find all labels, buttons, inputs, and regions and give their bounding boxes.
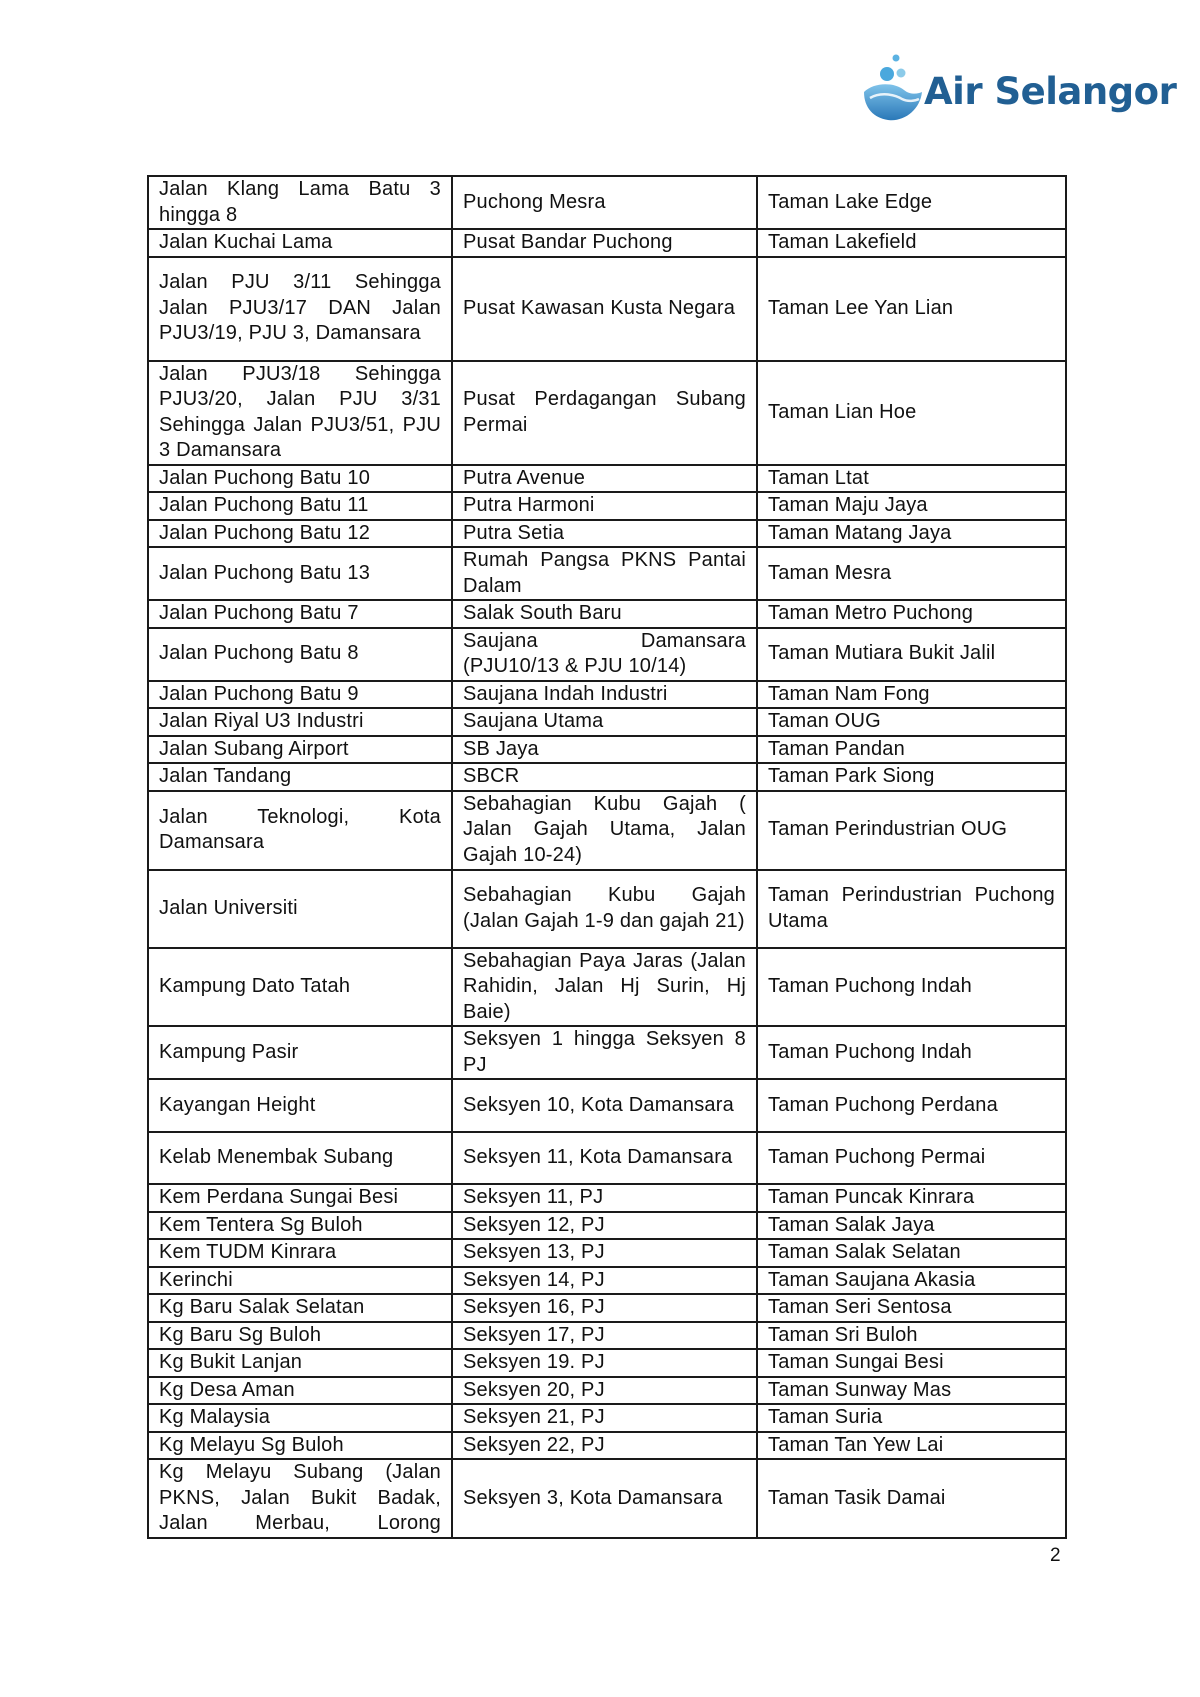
table-cell: Taman Lakefield: [757, 229, 1066, 257]
table-row: [148, 1294, 1066, 1322]
table-cell: Seksyen 17, PJ: [452, 1322, 757, 1350]
table-cell: Taman Puncak Kinrara: [757, 1184, 1066, 1212]
table-cell: Kem Perdana Sungai Besi: [148, 1184, 452, 1212]
table-row: [148, 1079, 1066, 1132]
table-row: [148, 736, 1066, 764]
table-cell: Seksyen 11, Kota Damansara: [452, 1132, 757, 1184]
table-cell: Jalan Riyal U3 Industri: [148, 708, 452, 736]
table-row: [148, 1267, 1066, 1295]
table-cell: Jalan Teknologi, Kota Damansara: [148, 791, 452, 870]
table-row: [148, 791, 1066, 870]
table-cell: Taman Saujana Akasia: [757, 1267, 1066, 1295]
table-row: [148, 870, 1066, 948]
table-row: [148, 1349, 1066, 1377]
table-cell: Kg Desa Aman: [148, 1377, 452, 1405]
table-cell: Taman Tasik Damai: [757, 1459, 1066, 1538]
table-cell: Taman Perindustrian OUG: [757, 791, 1066, 870]
table-cell: Jalan Puchong Batu 11: [148, 492, 452, 520]
table-cell: Seksyen 14, PJ: [452, 1267, 757, 1295]
table-cell: Taman Mutiara Bukit Jalil: [757, 628, 1066, 681]
table-row: [148, 1026, 1066, 1079]
table-cell: Kg Melayu Sg Buloh: [148, 1432, 452, 1460]
service-area-table: [147, 175, 1067, 1539]
table-cell: SB Jaya: [452, 736, 757, 764]
table-cell: Taman Puchong Perdana: [757, 1079, 1066, 1132]
table-cell: Taman Sungai Besi: [757, 1349, 1066, 1377]
table-cell: Taman Salak Selatan: [757, 1239, 1066, 1267]
table-row: [148, 681, 1066, 709]
table-row: [148, 229, 1066, 257]
table-cell: Taman Puchong Permai: [757, 1132, 1066, 1184]
table-row: [148, 361, 1066, 465]
table-cell: Taman OUG: [757, 708, 1066, 736]
table-cell: Jalan PJU 3/11 Sehingga Jalan PJU3/17 DAN Jalan PJU3/19, PJU 3, Damansara: [148, 257, 452, 361]
table-cell: Saujana Damansara (PJU10/13 & PJU 10/14): [452, 628, 757, 681]
table-row: [148, 1404, 1066, 1432]
table-cell: Taman Lee Yan Lian: [757, 257, 1066, 361]
table-cell: Kem TUDM Kinrara: [148, 1239, 452, 1267]
table-cell: Kampung Pasir: [148, 1026, 452, 1079]
table-cell: Sebahagian Kubu Gajah ( Jalan Gajah Utama, Jalan Gajah 10-24): [452, 791, 757, 870]
table-cell: Seksyen 21, PJ: [452, 1404, 757, 1432]
table-cell: Jalan Universiti: [148, 870, 452, 948]
table-cell: Kerinchi: [148, 1267, 452, 1295]
table-row: [148, 1459, 1066, 1538]
table-cell: Seksyen 1 hingga Seksyen 8 PJ: [452, 1026, 757, 1079]
table-row: [148, 1132, 1066, 1184]
table-cell: Taman Mesra: [757, 547, 1066, 600]
table-cell: Putra Avenue: [452, 465, 757, 493]
table-cell: Taman Puchong Indah: [757, 1026, 1066, 1079]
table-cell: Taman Tan Yew Lai: [757, 1432, 1066, 1460]
table-cell: Taman Seri Sentosa: [757, 1294, 1066, 1322]
table-cell: Kampung Dato Tatah: [148, 948, 452, 1027]
table-row: [148, 708, 1066, 736]
water-drop-wave-icon: [860, 52, 924, 124]
table-cell: Taman Pandan: [757, 736, 1066, 764]
table-cell: Taman Suria: [757, 1404, 1066, 1432]
table-cell: Seksyen 13, PJ: [452, 1239, 757, 1267]
table-cell: Jalan Puchong Batu 10: [148, 465, 452, 493]
table-cell: Kayangan Height: [148, 1079, 452, 1132]
table-cell: Putra Harmoni: [452, 492, 757, 520]
table-cell: Taman Maju Jaya: [757, 492, 1066, 520]
table-cell: Pusat Bandar Puchong: [452, 229, 757, 257]
table-row: [148, 520, 1066, 548]
table-row: [148, 763, 1066, 791]
table-cell: Jalan Puchong Batu 9: [148, 681, 452, 709]
logo-text: Air Selangor: [924, 70, 1177, 113]
table-cell: Kg Baru Sg Buloh: [148, 1322, 452, 1350]
table-cell: Taman Sri Buloh: [757, 1322, 1066, 1350]
table-cell: Pusat Perdagangan Subang Permai: [452, 361, 757, 465]
table-row: [148, 1432, 1066, 1460]
table-row: [148, 1212, 1066, 1240]
table-cell: Taman Nam Fong: [757, 681, 1066, 709]
table-cell: Kg Malaysia: [148, 1404, 452, 1432]
table-cell: Jalan Puchong Batu 8: [148, 628, 452, 681]
table-cell: Jalan Klang Lama Batu 3 hingga 8: [148, 176, 452, 229]
table-cell: Taman Park Siong: [757, 763, 1066, 791]
table-cell: Taman Salak Jaya: [757, 1212, 1066, 1240]
table-cell: Sebahagian Paya Jaras (Jalan Rahidin, Jalan Hj Surin, Hj Baie): [452, 948, 757, 1027]
table-cell: Kelab Menembak Subang: [148, 1132, 452, 1184]
table-cell: Seksyen 10, Kota Damansara: [452, 1079, 757, 1132]
table-cell: Jalan Puchong Batu 13: [148, 547, 452, 600]
table-cell: Rumah Pangsa PKNS Pantai Dalam: [452, 547, 757, 600]
table-cell: Taman Lake Edge: [757, 176, 1066, 229]
table-cell: Seksyen 16, PJ: [452, 1294, 757, 1322]
table-row: [148, 257, 1066, 361]
table-cell: Taman Perindustrian Puchong Utama: [757, 870, 1066, 948]
table-cell: Jalan Kuchai Lama: [148, 229, 452, 257]
table-row: [148, 600, 1066, 628]
table-cell: Jalan Puchong Batu 12: [148, 520, 452, 548]
air-selangor-logo: [860, 52, 1177, 124]
table-cell: Kem Tentera Sg Buloh: [148, 1212, 452, 1240]
table-cell: Seksyen 12, PJ: [452, 1212, 757, 1240]
table-cell: Seksyen 19. PJ: [452, 1349, 757, 1377]
table-row: [148, 1377, 1066, 1405]
page-number: 2: [1050, 1545, 1061, 1566]
table-cell: Seksyen 20, PJ: [452, 1377, 757, 1405]
table-cell: Taman Sunway Mas: [757, 1377, 1066, 1405]
table-row: [148, 628, 1066, 681]
table-cell: SBCR: [452, 763, 757, 791]
table-row: [148, 176, 1066, 229]
table-cell: Jalan Puchong Batu 7: [148, 600, 452, 628]
table-cell: Putra Setia: [452, 520, 757, 548]
table-row: [148, 1322, 1066, 1350]
table-row: [148, 948, 1066, 1027]
table-cell: Seksyen 11, PJ: [452, 1184, 757, 1212]
table-cell: Saujana Utama: [452, 708, 757, 736]
table-cell: Puchong Mesra: [452, 176, 757, 229]
table-cell: Seksyen 3, Kota Damansara: [452, 1459, 757, 1538]
table-cell: Salak South Baru: [452, 600, 757, 628]
table-cell: Taman Matang Jaya: [757, 520, 1066, 548]
table-row: [148, 492, 1066, 520]
table-cell: Taman Puchong Indah: [757, 948, 1066, 1027]
table-cell: Saujana Indah Industri: [452, 681, 757, 709]
table-cell: Pusat Kawasan Kusta Negara: [452, 257, 757, 361]
table-cell: Taman Lian Hoe: [757, 361, 1066, 465]
table-cell: Kg Melayu Subang (Jalan PKNS, Jalan Bukit Badak, Jalan Merbau, Lorong: [148, 1459, 452, 1538]
table-row: [148, 547, 1066, 600]
table-cell: Taman Metro Puchong: [757, 600, 1066, 628]
table-cell: Taman Ltat: [757, 465, 1066, 493]
table-cell: Seksyen 22, PJ: [452, 1432, 757, 1460]
table-cell: Kg Bukit Lanjan: [148, 1349, 452, 1377]
table-cell: Kg Baru Salak Selatan: [148, 1294, 452, 1322]
table-cell: Jalan Tandang: [148, 763, 452, 791]
table-body: [148, 176, 1066, 1538]
table-cell: Jalan Subang Airport: [148, 736, 452, 764]
table-cell: Sebahagian Kubu Gajah (Jalan Gajah 1-9 dan gajah 21): [452, 870, 757, 948]
table-cell: Jalan PJU3/18 Sehingga PJU3/20, Jalan PJU 3/31 Sehingga Jalan PJU3/51, PJU 3 Damansara: [148, 361, 452, 465]
table-row: [148, 1184, 1066, 1212]
table-row: [148, 465, 1066, 493]
table-row: [148, 1239, 1066, 1267]
